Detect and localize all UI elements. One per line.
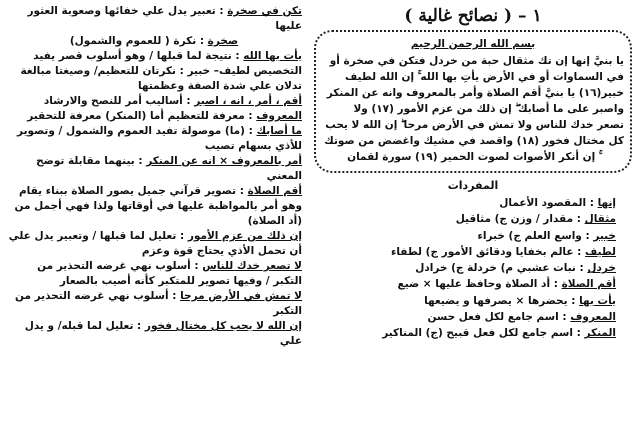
vocab-item	[312, 260, 616, 276]
verse-line: تصعر خدك للناس ولا تمش في الأرض مرحا ۖ إن الله لا يحب	[325, 119, 624, 131]
vocab-definition: : عالم بخفايا ودقائق الأمور ج) لطفاء	[390, 245, 586, 258]
note-text: : أسلوب نهي غرضه التحذير من التكبر / وفيها تصوير للمتكبر كأنه أصيب بالصعار	[37, 260, 302, 287]
vocab-definition: : اسم جامع لكل فعل قبيح (ج) المناكير	[382, 327, 585, 340]
vocab-definition: : واسع العلم ج) خبراء	[477, 229, 594, 242]
note-lead: يأت بها الله	[243, 50, 302, 62]
note-lead: المعروف	[256, 110, 302, 122]
vocabulary-list	[312, 195, 634, 342]
note-lead: أمر بالمعروف × انه عن المنكر	[146, 155, 302, 167]
analysis-note	[6, 289, 302, 319]
verse-line: ۚ إن أنكر الأصوات لصوت الحمير (١٩) سورة لقمان	[347, 151, 599, 163]
note-text: : تعليل لما قبلها / وتعبير يدل علي أن تحمل الأذي يحتاج قوة وعزم	[8, 230, 302, 257]
analysis-note	[6, 109, 302, 124]
verse-line: خبير(١٦) يا بنيَّ أقم الصلاة وأمر بالمعروف وانه عن المنكر	[326, 87, 624, 99]
note-lead: صخرة	[207, 35, 239, 47]
vocab-term: المنكر	[584, 327, 616, 340]
analysis-note	[6, 259, 302, 289]
vocabulary-title: المفردات	[447, 179, 499, 192]
note-text: : تعليل لما قبله/ و يدل علي	[24, 320, 302, 347]
left-column	[6, 4, 302, 418]
note-lead: ما أصابك	[256, 125, 302, 137]
verse-line: في السماوات أو في الأرض يأتِ بها الله ۚ إن الله لطيف	[345, 71, 624, 83]
analysis-note	[6, 154, 302, 184]
vocab-term: لطيف	[585, 245, 616, 258]
analysis-note	[6, 64, 302, 94]
vocab-item	[312, 309, 616, 325]
analysis-note	[6, 4, 302, 34]
vocab-item	[312, 276, 616, 292]
note-lead: تكن في صخرة	[227, 5, 302, 17]
vocab-term: يأت بها	[579, 294, 616, 307]
vocab-term: أقم الصلاة	[561, 278, 616, 291]
note-text: التخصيص لطيف– خبير : نكرتان للتعظيم/ وصيغتا مبالغة تدلان علي شدة الصفة وعظمتها	[20, 65, 302, 92]
quran-verses-box	[314, 30, 632, 173]
note-lead: إن الله لا يحب كل مختال فخور	[144, 320, 302, 332]
vocab-definition: : أد الصلاة وحافظ عليها × ضيع	[397, 278, 562, 291]
vocab-item	[312, 325, 616, 341]
analysis-note	[6, 34, 302, 49]
vocab-item	[312, 228, 616, 244]
vocab-definition: : المقصود الأعمال	[499, 197, 598, 209]
vocab-term: خردل	[587, 262, 616, 275]
analysis-note	[6, 124, 302, 154]
verse-line: كل مختال فخور (١٨) واقصد في مشيك واغضض من صوتك	[324, 135, 624, 147]
note-text: : أسلوب نهي غرضه التحذير من التكبر	[15, 290, 302, 317]
vocab-definition: : مقدار / وزن ج) مثاقيل	[455, 213, 585, 226]
note-text: : تعبير يدل علي خفائها وصعوبة العثور عليها	[27, 5, 302, 32]
note-text: : بينهما مقابلة توضح المعني	[36, 155, 302, 182]
note-text: : (ما) موصولة تفيد العموم والشمول / وتصوير للأذي بسهام تصيب	[17, 125, 302, 152]
verse-line: واصبر على ما أصابك ۖ إن ذلك من عزم الأمور (١٧) ولا	[353, 103, 624, 115]
vocab-term: مثقال	[584, 213, 616, 226]
analysis-note	[6, 49, 302, 64]
note-lead: لا تمش في الأرض مرحا	[180, 290, 302, 302]
note-lead: أقم الصلاة	[247, 185, 302, 197]
analysis-note	[6, 229, 302, 259]
lesson-title: ١ – ( نصائح غالية )	[404, 6, 542, 26]
vocab-term: إنها	[597, 197, 616, 209]
analysis-note	[6, 94, 302, 109]
note-lead: لا تصعر خدك للناس	[202, 260, 302, 272]
vocab-term: خبير	[593, 229, 616, 242]
note-text: : نكرة ( للعموم والشمول)	[69, 35, 208, 47]
vocab-definition: : اسم جامع لكل فعل حسن	[427, 311, 571, 324]
verse-line: يا بنيَّ إنها إن تك مثقال حبة من خردل فتكن في صخرة أو	[329, 55, 624, 67]
basmala: بسم الله الرحمن الرحيم	[410, 38, 536, 50]
note-text: : تصوير قرآني جميل يصور الصلاة ببناء يقام وهو أمر بالمواظبة عليها في أوقاتها ولذا فهي أجمل من (أد الصلاة)	[14, 185, 302, 227]
note-lead: إن ذلك من عزم الأمور	[187, 230, 302, 242]
vocab-definition: : يحضرها × يصرفها و يضيعها	[424, 294, 580, 307]
analysis-note	[6, 319, 302, 349]
vocab-term: المعروف	[570, 311, 616, 324]
note-text: : نتيجة لما قبلها / وهو أسلوب قصر يفيد	[33, 50, 244, 62]
vocab-item	[312, 244, 616, 260]
vocab-item	[312, 293, 616, 309]
vocab-item	[312, 195, 616, 211]
note-lead: أقم ، أمر ، انه ، اصبر	[194, 95, 302, 107]
vocab-definition: : نبات عشبي م) خردلة ج) خرادل	[415, 262, 588, 275]
analysis-note	[6, 184, 302, 229]
note-text: : معرفة للتعظيم أما (المنكر) معرفة للتحقير	[27, 110, 257, 122]
vocab-item	[312, 211, 616, 227]
right-column	[312, 4, 634, 418]
note-text: : أساليب أمر للنصح والارشاد	[43, 95, 195, 107]
